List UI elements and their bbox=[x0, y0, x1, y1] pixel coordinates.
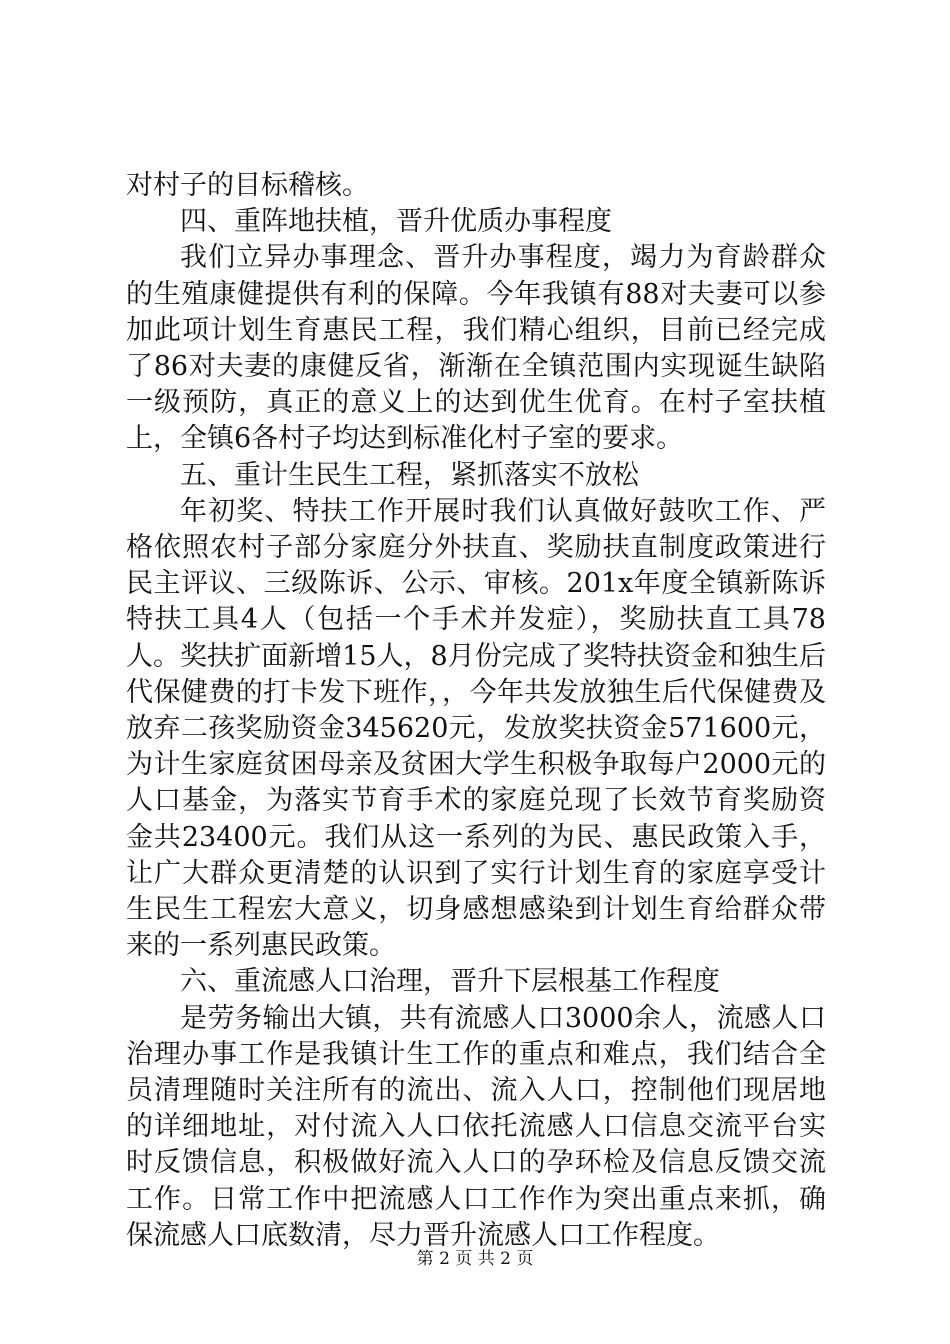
section-heading-5: 五、重计生民生工程，紧抓落实不放松 bbox=[180, 459, 639, 491]
paragraph-service: 我们立异办事理念、晋升办事程度，竭力为育龄群众的生殖康健提供有利的保障。今年我镇有88对夫妻可以参加此项计划生育惠民工程，我们精心组织，目前已经完成了86对夫妻的康健反省，渐渐在全镇范围内实现诞生缺陷一级预防，真正的意义上的达到优生优育。在村子室扶植上，全镇6各村子均达到标准化村子室的要求。 bbox=[126, 242, 826, 455]
paragraph-livelihood: 年初奖、特扶工作开展时我们认真做好鼓吹工作、严格依照农村子部分家庭分外扶直、奖励扶直制度政策进行民主评议、三级陈诉、公示、审核。201x年度全镇新陈诉特扶工具4人（包括一个手术并发症），奖励扶直工具78人。奖扶扩面新增15人，8月份完成了奖特扶资金和独生后代保健费的打卡发下班作，，今年共发放独生后代保健费及放弃二孩奖励资金345620元，发放奖扶资金571600元，为计生家庭贫困母亲及贫困大学生积极争取每户2000元的人口基金，为落实节育手术的家庭兑现了长效节育奖励资金共23400元。我们从这一系列的为民、惠民政策入手，让广大群众更清楚的认识到了实行计划生育的家庭享受计生民生工程宏大意义，切身感想感染到计划生育给群众带来的一系列惠民政策。 bbox=[126, 495, 826, 962]
paragraph-floating-population: 是劳务输出大镇，共有流感人口3000余人，流感人口治理办事工作是我镇计生工作的重点和难点，我们结合全员清理随时关注所有的流出、流入人口，控制他们现居地的详细地址，对付流入人口依托流感人口信息交流平台实时反馈信息，积极做好流入人口的孕环检及信息反馈交流工作。日常工作中把流感人口工作作为突出重点来抓，确保流感人口底数清，尽力晋升流感人口工作程度。 bbox=[126, 1002, 826, 1251]
page-footer: 第 2 页 共 2 页 bbox=[416, 1249, 534, 1269]
section-heading-4: 四、重阵地扶植，晋升优质办事程度 bbox=[180, 206, 612, 238]
document-body bbox=[126, 168, 826, 1254]
section-heading-6: 六、重流感人口治理，晋升下层根基工作程度 bbox=[180, 966, 720, 998]
paragraph-continuation: 对村子的目标稽核。 bbox=[126, 170, 369, 201]
